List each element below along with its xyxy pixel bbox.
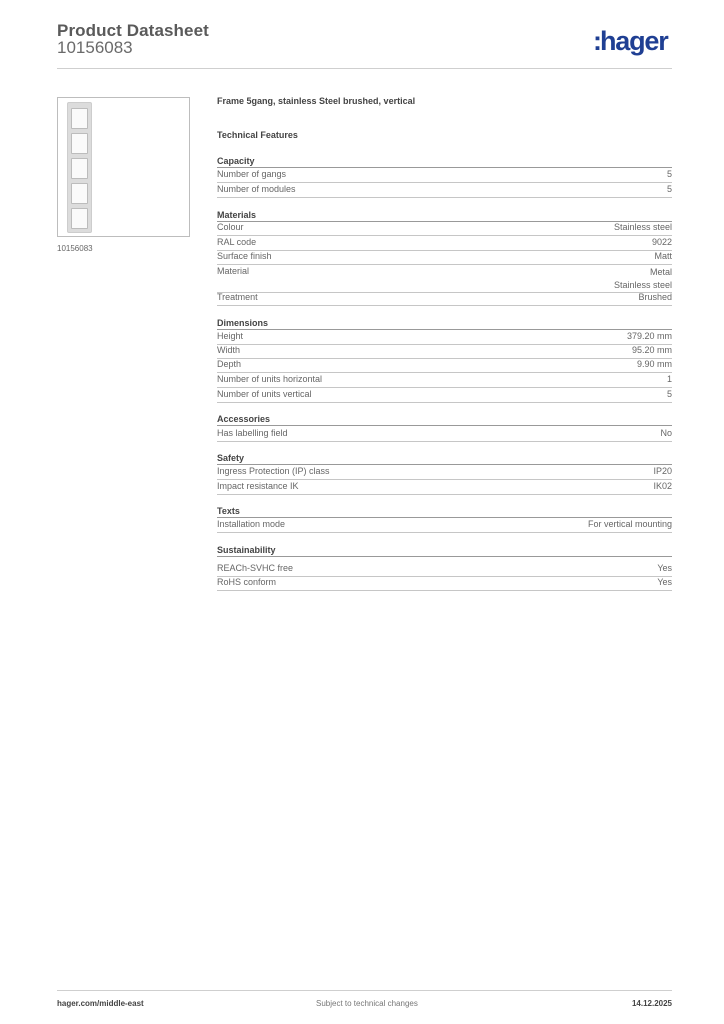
spec-label: Treatment xyxy=(217,292,258,302)
technical-features-heading: Technical Features xyxy=(217,130,298,140)
section-dimensions-title: Dimensions xyxy=(217,317,672,330)
spec-row xyxy=(217,428,672,442)
spec-value: Yes xyxy=(657,563,672,573)
spec-label: Colour xyxy=(217,222,244,232)
spec-value: 379.20 mm xyxy=(626,331,672,341)
frame-slot xyxy=(71,158,88,179)
spec-label: Width xyxy=(217,345,241,355)
spec-value: Matt xyxy=(654,251,672,261)
section-capacity-title: Capacity xyxy=(217,155,672,168)
spec-label: Number of gangs xyxy=(217,169,287,179)
spec-label: Number of units horizontal xyxy=(217,374,323,384)
hager-logo: :hager xyxy=(593,26,668,56)
spec-label: Has labelling field xyxy=(217,428,288,438)
frame-slot xyxy=(71,133,88,154)
spec-row xyxy=(217,292,672,306)
spec-label: Ingress Protection (IP) class xyxy=(217,466,330,476)
frame-plate xyxy=(67,102,92,233)
spec-row xyxy=(217,389,672,403)
section-sustainability-title: Sustainability xyxy=(217,544,672,557)
spec-value: 95.20 mm xyxy=(631,345,672,355)
spec-label: Height xyxy=(217,331,244,341)
spec-value: 9.90 mm xyxy=(636,359,672,369)
spec-row xyxy=(217,563,672,577)
spec-row xyxy=(217,374,672,388)
footer-divider xyxy=(57,990,672,991)
section-materials-title: Materials xyxy=(217,209,672,222)
spec-label: Impact resistance IK xyxy=(217,481,299,491)
spec-row xyxy=(217,359,672,373)
spec-label: Number of units vertical xyxy=(217,389,312,399)
section-safety-title: Safety xyxy=(217,452,672,465)
spec-value: 5 xyxy=(666,169,672,179)
section-accessories-title: Accessories xyxy=(217,413,672,426)
spec-label: REACh-SVHC free xyxy=(217,563,294,573)
header-divider xyxy=(57,68,672,69)
footer-date: 14.12.2025 xyxy=(631,999,672,1008)
spec-value: 5 xyxy=(666,184,672,194)
spec-label: Surface finish xyxy=(217,251,272,261)
spec-row xyxy=(217,184,672,198)
spec-label: RoHS conform xyxy=(217,577,277,587)
brand-name: hager xyxy=(600,26,668,56)
spec-value: Yes xyxy=(657,577,672,587)
section-texts-title: Texts xyxy=(217,505,672,518)
spec-row xyxy=(217,237,672,251)
spec-value: Stainless steel xyxy=(613,222,672,232)
page-title: Product Datasheet xyxy=(57,21,209,40)
spec-row xyxy=(217,481,672,495)
spec-label: RAL code xyxy=(217,237,257,247)
spec-label: Depth xyxy=(217,359,242,369)
spec-row xyxy=(217,251,672,265)
footer-disclaimer: Subject to technical changes xyxy=(316,999,418,1008)
spec-value xyxy=(614,266,672,292)
spec-value: IP20 xyxy=(653,466,672,476)
spec-row xyxy=(217,577,672,591)
spec-value: No xyxy=(660,428,672,438)
spec-value: Brushed xyxy=(638,292,672,302)
product-id: 10156083 xyxy=(57,38,133,57)
spec-row xyxy=(217,331,672,345)
spec-row xyxy=(217,519,672,533)
spec-value: IK02 xyxy=(653,481,672,491)
spec-label: Number of modules xyxy=(217,184,296,194)
spec-value: 9022 xyxy=(651,237,672,247)
spec-row xyxy=(217,466,672,480)
product-image xyxy=(57,97,190,237)
spec-row xyxy=(217,169,672,183)
spec-value-line: Metal xyxy=(649,267,672,277)
frame-slot xyxy=(71,108,88,129)
spec-value-line: Stainless steel xyxy=(613,280,672,290)
footer-website: hager.com/middle-east xyxy=(57,999,144,1008)
spec-label: Installation mode xyxy=(217,519,286,529)
spec-row xyxy=(217,266,672,293)
spec-value: For vertical mounting xyxy=(587,519,672,529)
product-description: Frame 5gang, stainless Steel brushed, vertical xyxy=(217,96,416,106)
spec-value: 1 xyxy=(666,374,672,384)
spec-row xyxy=(217,345,672,359)
spec-row xyxy=(217,222,672,236)
image-caption: 10156083 xyxy=(57,244,93,253)
spec-label: Material xyxy=(217,266,250,276)
frame-slot xyxy=(71,183,88,204)
frame-slot xyxy=(71,208,88,229)
spec-value: 5 xyxy=(666,389,672,399)
